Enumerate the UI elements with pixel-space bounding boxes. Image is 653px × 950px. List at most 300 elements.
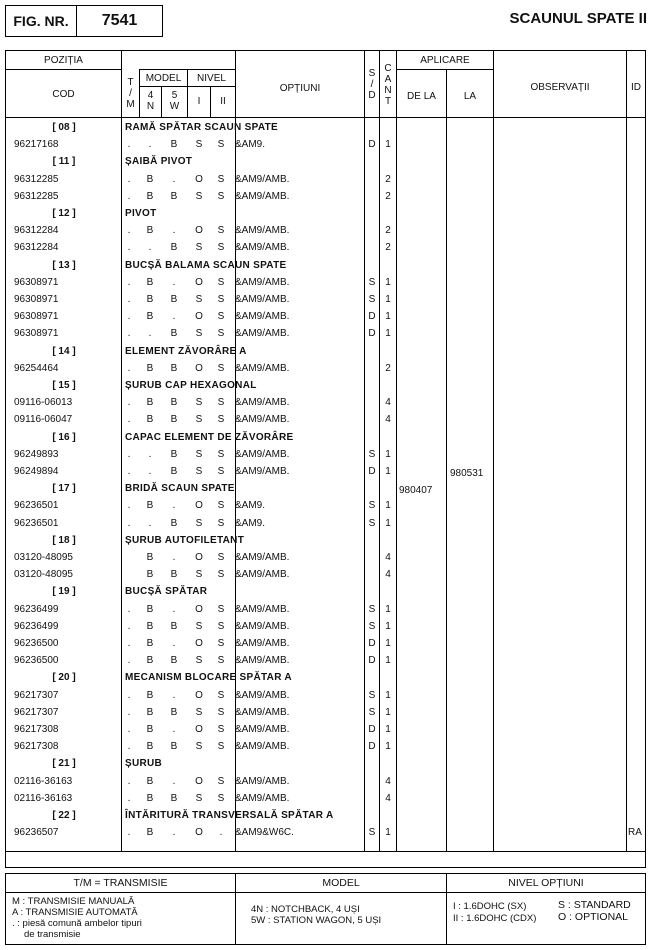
- position-number: [ 17 ]: [52, 483, 76, 495]
- quantity-cell: 1: [385, 466, 391, 477]
- quantity-cell: 2: [385, 225, 391, 237]
- nivel-1-cell: S: [195, 741, 203, 753]
- parts-table: [5, 50, 646, 868]
- part-code: 02116-36163: [14, 792, 73, 804]
- side-cell: S: [368, 689, 376, 701]
- part-group-title: BUCȘĂ SPĂTAR: [125, 586, 208, 598]
- table-row: [6, 291, 647, 308]
- nivel-2-cell: S: [217, 569, 225, 581]
- nivel-1-cell: O: [195, 276, 203, 288]
- transmission-cell: .: [127, 328, 131, 340]
- side-cell: S: [368, 620, 376, 632]
- quantity-cell: 1: [385, 638, 391, 649]
- quantity-cell: 1: [385, 276, 391, 288]
- table-row: [6, 325, 647, 342]
- options-cell: &AM9/AMB.: [235, 311, 290, 323]
- model-4n-cell: .: [148, 242, 152, 254]
- nivel-2-cell: S: [217, 225, 225, 237]
- position-number: [ 11 ]: [52, 156, 76, 168]
- quantity-cell: 4: [385, 552, 391, 563]
- part-code: 96236499: [14, 603, 59, 615]
- model-4n-cell: B: [146, 827, 154, 839]
- model-5w-cell: .: [172, 689, 176, 701]
- options-cell: &AM9/AMB.: [235, 741, 290, 753]
- group-header-row: [6, 807, 647, 824]
- nivel-1-cell: O: [195, 827, 203, 839]
- nivel-1-cell: S: [195, 190, 203, 202]
- model-5w-cell: B: [170, 466, 178, 477]
- quantity-cell: 1: [385, 827, 391, 839]
- page-title: SCAUNUL SPATE II: [509, 10, 647, 27]
- model-4n-cell: B: [146, 397, 154, 409]
- legend-model-line: 4N : NOTCHBACK, 4 UȘI: [251, 904, 360, 915]
- model-4n-cell: .: [148, 466, 152, 477]
- options-cell: &AM9/AMB.: [235, 655, 290, 667]
- table-row: [6, 790, 647, 807]
- options-cell: &AM9/AMB.: [235, 603, 290, 615]
- table-row: [6, 411, 647, 428]
- nivel-2-cell: S: [217, 603, 225, 615]
- table-row: [6, 601, 647, 618]
- table-row: [6, 687, 647, 704]
- quantity-cell: 2: [385, 362, 391, 374]
- header-5w: 5 W: [169, 90, 180, 112]
- model-4n-cell: B: [146, 173, 154, 185]
- table-row: [6, 188, 647, 205]
- model-4n-cell: B: [146, 775, 154, 787]
- model-5w-cell: .: [172, 724, 176, 735]
- transmission-cell: .: [127, 190, 131, 202]
- model-4n-cell: .: [148, 328, 152, 340]
- nivel-2-cell: S: [217, 724, 225, 735]
- side-cell: D: [368, 328, 376, 340]
- side-cell: S: [368, 500, 376, 512]
- options-cell: &AM9/AMB.: [235, 397, 290, 409]
- nivel-1-cell: S: [195, 466, 203, 477]
- side-cell: S: [368, 517, 376, 529]
- nivel-2-cell: S: [217, 242, 225, 254]
- transmission-cell: .: [127, 139, 131, 151]
- model-5w-cell: B: [170, 741, 178, 753]
- position-number: [ 20 ]: [52, 672, 76, 684]
- model-5w-cell: B: [170, 139, 178, 151]
- legend-tm-title: T/M = TRANSMISIE: [73, 877, 168, 889]
- header-sd: S / D: [368, 68, 376, 101]
- options-cell: &AM9/AMB.: [235, 569, 290, 581]
- legend-model-title: MODEL: [322, 877, 360, 889]
- group-header-row: [6, 480, 647, 497]
- position-number: [ 18 ]: [52, 534, 76, 546]
- model-5w-cell: B: [170, 190, 178, 202]
- options-cell: &AM9/AMB.: [235, 638, 290, 649]
- part-group-title: ȘAIBĂ PIVOT: [125, 156, 193, 168]
- header-model: MODEL: [145, 73, 182, 84]
- model-5w-cell: .: [172, 173, 176, 185]
- nivel-2-cell: S: [217, 294, 225, 305]
- nivel-2-cell: .: [219, 827, 223, 839]
- quantity-cell: 4: [385, 397, 391, 409]
- part-code: 96217307: [14, 706, 59, 718]
- side-cell: S: [368, 603, 376, 615]
- transmission-cell: .: [127, 397, 131, 409]
- options-cell: &AM9/AMB.: [235, 706, 290, 718]
- quantity-cell: 4: [385, 775, 391, 787]
- nivel-1-cell: S: [195, 139, 203, 151]
- nivel-1-cell: S: [195, 242, 203, 254]
- nivel-1-cell: S: [195, 448, 203, 460]
- legend-tm-line: de transmisie: [24, 929, 81, 940]
- header-cod: COD: [52, 89, 75, 100]
- side-cell: S: [368, 827, 376, 839]
- model-4n-cell: B: [146, 569, 154, 581]
- nivel-2-cell: S: [217, 792, 225, 804]
- side-cell: S: [368, 448, 376, 460]
- transmission-cell: .: [127, 689, 131, 701]
- nivel-2-cell: S: [217, 638, 225, 649]
- header-de-la: DE LA: [407, 91, 436, 102]
- model-5w-cell: B: [170, 620, 178, 632]
- model-4n-cell: .: [148, 139, 152, 151]
- transmission-cell: .: [127, 517, 131, 529]
- part-code: 96308971: [14, 328, 59, 340]
- model-4n-cell: B: [146, 500, 154, 512]
- group-header-row: [6, 429, 647, 446]
- quantity-cell: 1: [385, 328, 391, 340]
- header-optiuni: OPȚIUNI: [279, 83, 321, 94]
- quantity-cell: 2: [385, 173, 391, 185]
- part-group-title: ȘURUB AUTOFILETANT: [125, 534, 245, 546]
- table-row: [6, 497, 647, 514]
- nivel-2-cell: S: [217, 276, 225, 288]
- side-cell: D: [368, 741, 376, 753]
- transmission-cell: .: [127, 414, 131, 426]
- table-row: [6, 721, 647, 738]
- group-header-row: [6, 755, 647, 772]
- header-pozitia: POZIȚIA: [44, 55, 83, 66]
- table-row: [6, 652, 647, 669]
- transmission-cell: .: [127, 276, 131, 288]
- legend-nivel-code: O : OPTIONAL: [558, 911, 629, 923]
- quantity-cell: 1: [385, 294, 391, 305]
- options-cell: &AM9/AMB.: [235, 620, 290, 632]
- transmission-cell: .: [127, 827, 131, 839]
- transmission-cell: .: [127, 638, 131, 649]
- table-row: [6, 704, 647, 721]
- model-4n-cell: B: [146, 689, 154, 701]
- model-5w-cell: .: [172, 827, 176, 839]
- quantity-cell: 1: [385, 620, 391, 632]
- transmission-cell: .: [127, 775, 131, 787]
- position-number: [ 21 ]: [52, 758, 76, 770]
- table-row: [6, 549, 647, 566]
- transmission-cell: .: [127, 603, 131, 615]
- part-group-title: BUCȘĂ BALAMA SCAUN SPATE: [125, 259, 287, 271]
- table-row: [6, 463, 647, 480]
- legend-model-line: 5W : STATION WAGON, 5 UȘI: [251, 915, 382, 926]
- part-code: 96217308: [14, 724, 59, 735]
- model-5w-cell: B: [170, 655, 178, 667]
- figure-number-box: [5, 5, 163, 37]
- nivel-1-cell: S: [195, 397, 203, 409]
- header-cant: C A N T: [384, 63, 392, 107]
- model-5w-cell: .: [172, 603, 176, 615]
- table-row: [6, 824, 647, 841]
- nivel-1-cell: S: [195, 294, 203, 305]
- group-header-row: [6, 119, 647, 136]
- nivel-1-cell: O: [195, 775, 203, 787]
- nivel-1-cell: O: [195, 500, 203, 512]
- model-4n-cell: B: [146, 724, 154, 735]
- position-number: [ 22 ]: [52, 810, 76, 821]
- options-cell: &AM9&W6C.: [235, 827, 294, 839]
- part-group-title: ȘURUB: [125, 758, 163, 770]
- part-code: 03120-48095: [14, 569, 73, 581]
- legend-nivel-title: NIVEL OPȚIUNI: [508, 877, 584, 889]
- side-cell: D: [368, 638, 376, 649]
- model-5w-cell: .: [172, 638, 176, 649]
- quantity-cell: 1: [385, 311, 391, 323]
- model-5w-cell: B: [170, 448, 178, 460]
- id-cell: RA: [628, 827, 642, 839]
- quantity-cell: 1: [385, 689, 391, 701]
- part-code: 96312285: [14, 173, 59, 185]
- model-5w-cell: B: [170, 569, 178, 581]
- header-4n: 4 N: [146, 90, 155, 112]
- model-4n-cell: .: [148, 448, 152, 460]
- quantity-cell: 1: [385, 500, 391, 512]
- options-cell: &AM9/AMB.: [235, 448, 290, 460]
- part-group-title: RAMĂ SPĂTAR SCAUN SPATE: [125, 122, 279, 133]
- transmission-cell: .: [127, 448, 131, 460]
- nivel-2-cell: S: [217, 139, 225, 151]
- part-code: 96312284: [14, 225, 59, 237]
- legend: [5, 873, 646, 945]
- options-cell: &AM9/AMB.: [235, 775, 290, 787]
- table-row: [6, 635, 647, 652]
- part-code: 03120-48095: [14, 552, 73, 563]
- options-cell: &AM9/AMB.: [235, 225, 290, 237]
- options-cell: &AM9.: [235, 517, 266, 529]
- nivel-1-cell: S: [195, 569, 203, 581]
- group-header-row: [6, 153, 647, 170]
- nivel-1-cell: S: [195, 792, 203, 804]
- nivel-2-cell: S: [217, 775, 225, 787]
- part-code: 96249894: [14, 466, 59, 477]
- header-id: ID: [631, 82, 641, 93]
- part-code: 96236501: [14, 517, 59, 529]
- options-cell: &AM9/AMB.: [235, 328, 290, 340]
- quantity-cell: 4: [385, 792, 391, 804]
- part-code: 96236501: [14, 500, 59, 512]
- quantity-cell: 1: [385, 741, 391, 753]
- transmission-cell: .: [127, 792, 131, 804]
- table-row: [6, 446, 647, 463]
- nivel-1-cell: O: [195, 724, 203, 735]
- part-code: 96308971: [14, 294, 59, 305]
- legend-nivel-line: I : 1.6DOHC (SX): [453, 901, 527, 912]
- part-code: 96249893: [14, 448, 59, 460]
- position-number: [ 15 ]: [52, 380, 76, 391]
- legend-tm-line: M : TRANSMISIE MANUALĂ: [12, 896, 135, 907]
- nivel-1-cell: O: [195, 603, 203, 615]
- transmission-cell: .: [127, 225, 131, 237]
- nivel-2-cell: S: [217, 362, 225, 374]
- model-5w-cell: .: [172, 500, 176, 512]
- transmission-cell: .: [127, 466, 131, 477]
- table-row: [6, 308, 647, 325]
- model-4n-cell: B: [146, 294, 154, 305]
- model-5w-cell: B: [170, 294, 178, 305]
- model-4n-cell: B: [146, 620, 154, 632]
- table-row: [6, 773, 647, 790]
- legend-nivel-line: II : 1.6DOHC (CDX): [453, 913, 537, 924]
- nivel-1-cell: O: [195, 173, 203, 185]
- side-cell: S: [368, 276, 376, 288]
- nivel-1-cell: O: [195, 311, 203, 323]
- transmission-cell: .: [127, 173, 131, 185]
- part-group-title: MECANISM BLOCARE SPĂTAR A: [125, 672, 292, 684]
- part-code: 96312284: [14, 242, 59, 254]
- nivel-2-cell: S: [217, 466, 225, 477]
- model-5w-cell: .: [172, 775, 176, 787]
- part-group-title: PIVOT: [125, 208, 157, 219]
- part-code: 96217168: [14, 139, 59, 151]
- nivel-2-cell: S: [217, 517, 225, 529]
- part-code: 96217307: [14, 689, 59, 701]
- group-header-row: [6, 532, 647, 549]
- side-cell: D: [368, 466, 376, 477]
- nivel-1-cell: S: [195, 706, 203, 718]
- transmission-cell: .: [127, 362, 131, 374]
- model-5w-cell: B: [170, 362, 178, 374]
- quantity-cell: 1: [385, 448, 391, 460]
- header-nivel-1: I: [197, 96, 201, 107]
- nivel-1-cell: O: [195, 225, 203, 237]
- options-cell: &AM9/AMB.: [235, 689, 290, 701]
- transmission-cell: .: [127, 620, 131, 632]
- quantity-cell: 2: [385, 190, 391, 202]
- options-cell: &AM9/AMB.: [235, 276, 290, 288]
- quantity-cell: 1: [385, 655, 391, 667]
- legend-nivel-code: S : STANDARD: [558, 899, 631, 911]
- options-cell: &AM9/AMB.: [235, 792, 290, 804]
- model-4n-cell: B: [146, 792, 154, 804]
- table-row: [6, 171, 647, 188]
- part-group-title: ELEMENT ZĂVORÂRE A: [125, 345, 247, 357]
- options-cell: &AM9/AMB.: [235, 552, 290, 563]
- quantity-cell: 4: [385, 414, 391, 426]
- model-5w-cell: B: [170, 242, 178, 254]
- model-5w-cell: B: [170, 792, 178, 804]
- nivel-2-cell: S: [217, 328, 225, 340]
- part-code: 02116-36163: [14, 775, 73, 787]
- model-4n-cell: B: [146, 190, 154, 202]
- model-4n-cell: B: [146, 655, 154, 667]
- model-5w-cell: B: [170, 706, 178, 718]
- nivel-2-cell: S: [217, 689, 225, 701]
- aplicare-la: 980531: [450, 468, 484, 479]
- nivel-1-cell: S: [195, 620, 203, 632]
- options-cell: &AM9/AMB.: [235, 362, 290, 374]
- nivel-2-cell: S: [217, 706, 225, 718]
- side-cell: D: [368, 139, 376, 151]
- part-group-title: BRIDĂ SCAUN SPATE: [125, 483, 235, 495]
- header-nivel-2: II: [220, 96, 226, 107]
- transmission-cell: .: [127, 741, 131, 753]
- side-cell: S: [368, 294, 376, 305]
- side-cell: D: [368, 311, 376, 323]
- group-header-row: [6, 669, 647, 686]
- group-header-row: [6, 343, 647, 360]
- quantity-cell: 1: [385, 706, 391, 718]
- model-4n-cell: B: [146, 741, 154, 753]
- quantity-cell: 4: [385, 569, 391, 581]
- nivel-1-cell: O: [195, 689, 203, 701]
- options-cell: &AM9/AMB.: [235, 173, 290, 185]
- transmission-cell: .: [127, 311, 131, 323]
- transmission-cell: .: [127, 500, 131, 512]
- model-4n-cell: B: [146, 706, 154, 718]
- position-number: [ 16 ]: [52, 431, 76, 443]
- options-cell: &AM9/AMB.: [235, 414, 290, 426]
- options-cell: &AM9/AMB.: [235, 242, 290, 254]
- nivel-1-cell: O: [195, 552, 203, 563]
- options-cell: &AM9/AMB.: [235, 724, 290, 735]
- quantity-cell: 1: [385, 517, 391, 529]
- model-5w-cell: .: [172, 311, 176, 323]
- side-cell: D: [368, 655, 376, 667]
- nivel-2-cell: S: [217, 552, 225, 563]
- aplicare-de-la: 980407: [399, 485, 433, 496]
- position-number: [ 14 ]: [52, 345, 76, 357]
- nivel-1-cell: S: [195, 328, 203, 340]
- legend-tm-line: A : TRANSMISIE AUTOMATĂ: [12, 907, 138, 918]
- table-row: [6, 394, 647, 411]
- nivel-2-cell: S: [217, 397, 225, 409]
- group-header-row: [6, 377, 647, 394]
- position-number: [ 13 ]: [52, 259, 76, 271]
- position-number: [ 19 ]: [52, 586, 76, 598]
- part-group-title: ÎNTĂRITURĂ TRANSVERSALĂ SPĂTAR A: [125, 810, 334, 821]
- part-code: 96236500: [14, 638, 59, 649]
- nivel-2-cell: S: [217, 448, 225, 460]
- model-5w-cell: B: [170, 397, 178, 409]
- quantity-cell: 1: [385, 139, 391, 151]
- model-4n-cell: B: [146, 638, 154, 649]
- model-4n-cell: B: [146, 552, 154, 563]
- part-group-title: ȘURUB CAP HEXAGONAL: [125, 380, 257, 391]
- side-cell: D: [368, 724, 376, 735]
- transmission-cell: .: [127, 706, 131, 718]
- header-observatii: OBSERVAȚII: [530, 82, 590, 93]
- transmission-cell: .: [127, 294, 131, 305]
- part-code: 96308971: [14, 311, 59, 323]
- part-code: 96217308: [14, 741, 59, 753]
- nivel-1-cell: O: [195, 638, 203, 649]
- transmission-cell: .: [127, 655, 131, 667]
- model-5w-cell: .: [172, 552, 176, 563]
- part-code: 96308971: [14, 276, 59, 288]
- table-row: [6, 738, 647, 755]
- group-header-row: [6, 257, 647, 274]
- model-5w-cell: B: [170, 414, 178, 426]
- options-cell: &AM9.: [235, 500, 266, 512]
- model-4n-cell: B: [146, 225, 154, 237]
- header-tm: T / M: [126, 77, 135, 110]
- position-number: [ 08 ]: [52, 122, 76, 133]
- model-4n-cell: B: [146, 276, 154, 288]
- table-row: [6, 136, 647, 153]
